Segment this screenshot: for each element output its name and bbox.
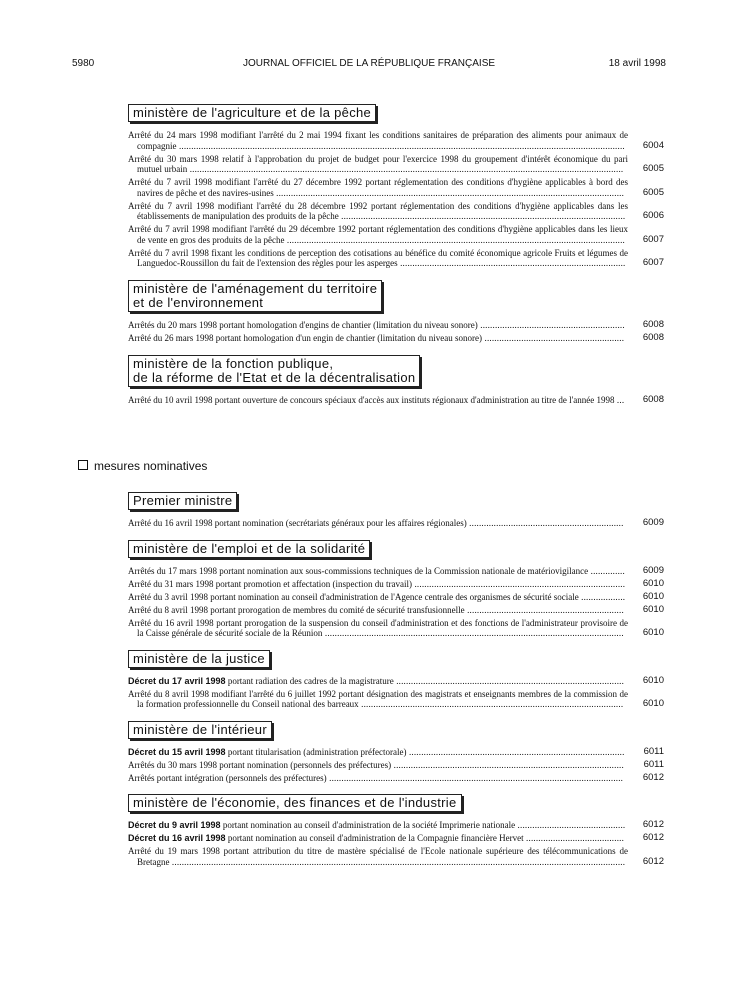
entry-description: portant nomination au conseil d'administration de la Compagnie financière Hervet <box>225 833 524 844</box>
leader-dots: .............................................................................................................................................. <box>273 187 625 198</box>
ministry-section <box>128 650 664 710</box>
entry-text <box>128 395 628 406</box>
summary-entry <box>128 224 664 245</box>
ministry-heading <box>128 650 270 668</box>
summary-entry <box>128 846 664 867</box>
leader-dots: ............................................................... <box>466 518 624 528</box>
entry-description: Arrêté du 7 avril 1998 fixant les conditions de perception des cotisations au bénéfice du comité économique agricole Fruits et légumes de Languedoc-Roussillon du fait de l'extension des règles pour les asperges <box>128 247 628 269</box>
entry-page-number: 6007 <box>642 233 664 245</box>
summary-entry <box>128 689 664 710</box>
ministry-heading <box>128 794 462 812</box>
summary-entry <box>128 201 664 222</box>
entry-text <box>128 820 628 831</box>
entry-description: Arrêté du 16 avril 1998 portant prorogation de la suspension du conseil d'administration et des fonctions de l'administrateur provisoire de la Caisse générale de sécurité sociale de la Réunion <box>128 617 628 639</box>
leader-dots: ........................................ <box>523 833 625 844</box>
leader-dots: ........................................................................................................................ <box>326 772 624 783</box>
entry-page-number: 6009 <box>642 564 664 576</box>
entry-decree-title: Décret du 9 avril 1998 <box>128 820 221 831</box>
entry-page-number: 6006 <box>642 210 664 222</box>
entry-description: Arrêté du 8 avril 1998 modifiant l'arrêté du 6 juillet 1992 portant désignation des magistrats et enseignants membres de la commission de la formation professionnelle du Conseil national des barreaux <box>128 688 628 710</box>
leader-dots: ................................................................ <box>464 604 624 615</box>
leader-dots: ............................................................................................. <box>393 675 625 686</box>
summary-entry <box>128 177 664 198</box>
ministry-heading-line: ministère de l'économie, des finances et de l'industrie <box>133 795 457 811</box>
entry-page-number: 6005 <box>642 163 664 175</box>
entry-decree-title: Décret du 16 avril 1998 <box>128 833 226 844</box>
entry-description: Arrêtés du 30 mars 1998 portant nomination (personnels des préfectures) <box>128 759 392 770</box>
entry-text <box>128 130 628 151</box>
summary-entry <box>128 566 664 577</box>
entry-page-number: 6012 <box>642 771 664 783</box>
ministry-section <box>128 794 664 867</box>
running-header <box>72 58 666 72</box>
subsection-heading <box>78 459 207 473</box>
leader-dots: ............................................ <box>515 820 626 831</box>
summary-entry <box>128 760 664 771</box>
entry-page-number: 6010 <box>642 674 664 686</box>
summary-entry <box>128 592 664 603</box>
entry-text <box>128 248 628 269</box>
leader-dots: .................................................................................................................... <box>338 211 626 222</box>
entry-page-number: 6011 <box>643 745 664 757</box>
ministry-heading-line: ministère de l'emploi et de la solidarité <box>133 540 366 556</box>
entry-decree-title: Décret du 15 avril 1998 <box>128 746 226 757</box>
ministry-heading-line: Premier ministre <box>133 493 233 508</box>
summary-entry <box>128 618 664 639</box>
summary-entry <box>128 773 664 784</box>
entry-page-number: 6012 <box>642 856 664 868</box>
entry-description: portant radiation des cadres de la magistrature <box>225 675 394 686</box>
leader-dots: .................. <box>578 591 626 602</box>
entry-description: Arrêté du 19 mars 1998 portant attribution du titre de mastère spécialisé de l'Ecole nationale supérieure des télécommunications de Bretagne <box>128 846 628 868</box>
entry-page-number: 6007 <box>642 257 664 269</box>
subsection-title: mesures nominatives <box>94 459 208 473</box>
entry-text <box>128 201 628 222</box>
entry-text <box>128 177 628 198</box>
entry-description: portant nomination au conseil d'administration de la société Imprimerie nationale <box>220 820 516 831</box>
leader-dots: .......................................................................................................................... <box>322 628 624 639</box>
ministry-heading-line: et de l'environnement <box>133 295 264 311</box>
entry-text <box>128 518 628 529</box>
ministry-heading <box>128 492 237 510</box>
leader-dots: .............................................................................................. <box>391 759 624 770</box>
entry-description: portant titularisation (administration préfectorale) <box>225 746 407 757</box>
ministry-heading-line: de la réforme de l'Etat et de la décentralisation <box>133 369 416 385</box>
ministry-heading <box>128 280 382 312</box>
entry-page-number: 6005 <box>642 186 664 198</box>
entry-page-number: 6012 <box>642 832 664 844</box>
ministry-heading <box>128 721 272 739</box>
entry-description: Arrêté du 10 avril 1998 portant ouverture de concours spéciaux d'accès aux instituts régionaux d'administration au titre de l'année 1998 <box>128 394 615 405</box>
summary-entry <box>128 747 664 758</box>
leader-dots: ...................................................................................................................................................................................... <box>176 140 625 151</box>
summary-entry <box>128 130 664 151</box>
entry-text <box>128 676 628 687</box>
entry-decree-title: Décret du 17 avril 1998 <box>128 675 226 686</box>
ministry-section <box>128 540 664 639</box>
entry-description: Arrêté du 3 avril 1998 portant nomination au conseil d'administration de l'Agence centrale des organismes de sécurité sociale <box>128 591 579 602</box>
entry-page-number: 6010 <box>642 603 664 615</box>
issue-date: 18 avril 1998 <box>608 58 666 69</box>
ministry-heading-line: ministère de la justice <box>133 650 265 666</box>
ministry-section <box>128 721 664 784</box>
entry-description: Arrêté du 8 avril 1998 portant prorogation de membres du comité de sécurité transfusionnelle <box>128 604 465 615</box>
entry-page-number: 6008 <box>642 393 664 405</box>
summary-entry <box>128 820 664 831</box>
entry-text <box>128 320 628 331</box>
entry-text <box>128 605 628 616</box>
summary-entry <box>128 395 664 406</box>
ministry-heading-line: ministère de l'agriculture et de la pêche <box>133 105 372 120</box>
journal-title: JOURNAL OFFICIEL DE LA RÉPUBLIQUE FRANÇAISE <box>242 58 496 69</box>
entry-page-number: 6004 <box>642 139 664 151</box>
entry-description: Arrêtés du 17 mars 1998 portant nomination aux sous-commissions techniques de la Commission nationale de matériovigilance <box>128 565 589 576</box>
leader-dots: ... <box>614 394 625 405</box>
entry-page-number: 6008 <box>642 332 664 344</box>
leader-dots: ................................................................................................................................................................................. <box>187 164 624 175</box>
summary-entry <box>128 676 664 687</box>
entry-page-number: 6009 <box>642 517 664 528</box>
ministry-section <box>128 280 664 344</box>
entry-text <box>128 592 628 603</box>
entry-description: Arrêté du 26 mars 1998 portant homologation d'un engin de chantier (limitation du niveau sonore) <box>128 333 483 344</box>
leader-dots: ........................................................... <box>477 320 625 331</box>
entry-text <box>128 760 628 771</box>
entry-text <box>128 333 628 344</box>
entry-description: Arrêté du 31 mars 1998 portant promotion et affectation (inspection du travail) <box>128 578 413 589</box>
ministry-heading <box>128 355 420 387</box>
leader-dots: ........................................................................................ <box>406 746 625 757</box>
entry-text <box>128 566 628 577</box>
entry-text <box>128 833 628 844</box>
entry-description: Arrêté du 24 mars 1998 modifiant l'arrêté du 2 mai 1994 fixant les conditions sanitaires de préparation des aliments pour animaux de compagnie <box>128 130 628 151</box>
summary-entry <box>128 579 664 590</box>
leader-dots: ......................................................... <box>482 333 625 344</box>
ministry-heading <box>128 540 370 558</box>
leader-dots: ......................................................................................................................................................................................... <box>169 857 626 868</box>
ministry-section <box>128 104 664 269</box>
entry-description: Arrêté du 7 avril 1998 modifiant l'arrêté du 29 décembre 1992 portant réglementation des conditions d'hygiène applicables dans les lieux de vente en gros des produits de la pêche <box>128 224 628 245</box>
ministry-heading-line: ministère de la fonction publique, <box>133 355 334 371</box>
ministry-heading-line: ministère de l'intérieur <box>133 721 267 737</box>
entry-text <box>128 846 628 867</box>
entry-description: Arrêtés du 20 mars 1998 portant homologation d'engins de chantier (limitation du niveau sonore) <box>128 320 478 331</box>
entry-description: Arrêté du 16 avril 1998 portant nomination (secrétariats généraux pour les affaires régionales) <box>128 518 467 528</box>
entry-page-number: 6012 <box>642 819 664 831</box>
leader-dots: ............................................................................................ <box>397 258 626 269</box>
entry-text <box>128 747 628 758</box>
entry-page-number: 6010 <box>642 627 664 639</box>
summary-sections-top <box>128 104 664 416</box>
ministry-section <box>128 355 664 406</box>
checkbox-square-icon <box>78 460 88 470</box>
entry-page-number: 6011 <box>643 758 664 770</box>
entry-page-number: 6010 <box>642 577 664 589</box>
leader-dots: ........................................................................................................... <box>358 699 624 710</box>
entry-description: Arrêtés portant intégration (personnels des préfectures) <box>128 772 327 783</box>
ministry-heading-line: ministère de l'aménagement du territoire <box>133 281 378 297</box>
entry-page-number: 6008 <box>642 319 664 331</box>
entry-text <box>128 224 628 245</box>
summary-entry <box>128 518 664 529</box>
entry-page-number: 6010 <box>642 698 664 710</box>
summary-entry <box>128 333 664 344</box>
leader-dots: .......................................................................................................................................... <box>284 234 626 245</box>
entry-page-number: 6010 <box>642 590 664 602</box>
entry-description: Arrêté du 7 avril 1998 modifiant l'arrêté du 28 décembre 1992 portant réglementation des conditions d'hygiène applicables dans les établissements de manipulation des produits de la pêche <box>128 200 628 222</box>
ministry-section <box>128 492 664 529</box>
summary-entry <box>128 605 664 616</box>
leader-dots: .............. <box>588 565 625 576</box>
entry-text <box>128 689 628 710</box>
entry-text <box>128 618 628 639</box>
summary-entry <box>128 320 664 331</box>
entry-text <box>128 579 628 590</box>
summary-entry <box>128 154 664 175</box>
ministry-heading <box>128 104 376 122</box>
entry-description: Arrêté du 7 avril 1998 modifiant l'arrêté du 27 décembre 1992 portant réglementation des conditions d'hygiène applicables à bord des navires de pêche et des navires-usines <box>128 177 628 198</box>
summary-entry <box>128 248 664 269</box>
summary-sections-bottom <box>128 492 664 879</box>
summary-entry <box>128 833 664 844</box>
entry-text <box>128 154 628 175</box>
leader-dots: ...................................................................................... <box>412 578 626 589</box>
entry-text <box>128 773 628 784</box>
entry-description: Arrêté du 30 mars 1998 relatif à l'approbation du projet de budget pour l'exercice 1998 du groupement d'intérêt économique du pari mutuel urbain <box>128 153 628 175</box>
page-number: 5980 <box>72 58 95 69</box>
